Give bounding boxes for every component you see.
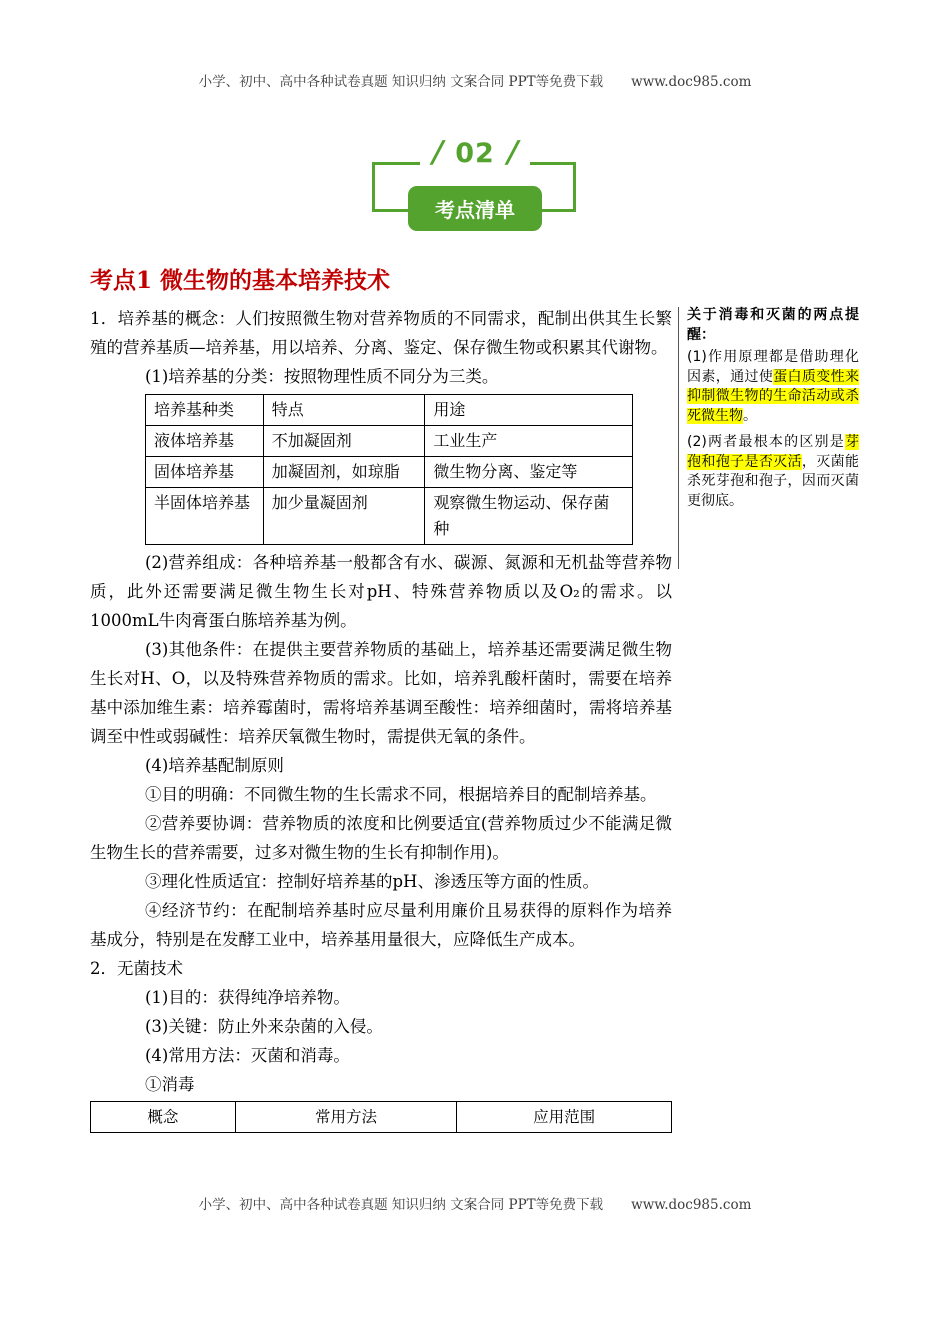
table-cell: 液体培养基 [146,426,264,457]
table-header-row [146,395,633,426]
paragraph-principle-2: ②营养要协调：营养物质的浓度和比例要适宜(营养物质过少不能满足微生物生长的营养需要，过多对微生物的生长有抑制作用)。 [90,814,672,862]
margin-note-paragraph: (1)作用原理都是借助理化因素，通过使蛋白质变性来抑制微生物的生命活动或杀死微生物。 [687,349,860,424]
sidebar-divider [678,307,679,569]
paragraph-aseptic-goal: (1)目的：获得纯净培养物。 [145,988,350,1007]
table-header-cell: 常用方法 [235,1102,457,1133]
header-site-url: www.doc985.com [631,74,752,90]
paragraph-nutrition: (2)营养组成：各种培养基一般都含有水、碳源、氮源和无机盐等营养物质，此外还需要满足微生物生长对pH、特殊营养物质以及O₂的需求。以1000mL牛肉膏蛋白胨培养基为例。 [90,553,672,630]
table-header-cell: 特点 [263,395,425,426]
table-cell: 观察微生物运动、保存菌种 [425,488,633,545]
table-cell: 半固体培养基 [146,488,264,545]
table-header-cell: 用途 [425,395,633,426]
table-header-cell: 培养基种类 [146,395,264,426]
margin-note [687,306,859,518]
paragraph-medium-classification: (1)培养基的分类：按照物理性质不同分为三类。 [145,367,499,386]
paragraph-principle-3: ③理化性质适宜：控制好培养基的pH、渗透压等方面的性质。 [145,872,599,891]
table-cell: 不加凝固剂 [263,426,425,457]
badge-label: 考点清单 [408,186,542,231]
table-cell: 微生物分离、鉴定等 [425,457,633,488]
paragraph-principle-1: ①目的明确：不同微生物的生长需求不同，根据培养目的配制培养基。 [145,785,657,804]
paragraph-principle-4: ④经济节约：在配制培养基时应尽量利用廉价且易获得的原料作为培养基成分，特别是在发酵工业中，培养基用量很大，应降低生产成本。 [90,901,672,949]
footer-promo-text: 小学、初中、高中各种试卷真题 知识归纳 文案合同 PPT等免费下载 [198,1197,604,1213]
paragraph-other-conditions: (3)其他条件：在提供主要营养物质的基础上，培养基还需要满足微生物生长对H、O，以及特殊营养物质的需求。比如，培养乳酸杆菌时，需要在培养基中添加维生素：培养霉菌时，需将培养基调至酸性：培养细菌时，需将培养基调至中性或弱碱性：培养厌氧微生物时，需提供无氧的条件。 [90,640,672,746]
page-header [0,70,950,90]
table-row [146,488,633,545]
margin-note-title: 关于消毒和灭菌的两点提醒： [687,307,859,343]
paragraph-medium-concept: 1．培养基的概念：人们按照微生物对营养物质的不同需求，配制出供其生长繁殖的营养基质—培养基，用以培养、分离、鉴定、保存微生物或积累其代谢物。 [90,309,672,357]
page-footer [0,1193,950,1213]
header-promo-text: 小学、初中、高中各种试卷真题 知识归纳 文案合同 PPT等免费下载 [198,74,604,90]
medium-types-table [145,394,633,545]
paragraph-aseptic-key: (3)关键：防止外来杂菌的入侵。 [145,1017,383,1036]
badge-number-bg [420,136,530,174]
table-header-cell: 应用范围 [457,1102,672,1133]
slash-right-icon: / [503,135,522,170]
footer-site-url: www.doc985.com [631,1197,752,1213]
disinfection-table [90,1101,672,1133]
slash-left-icon: / [428,135,448,170]
table-cell: 工业生产 [425,426,633,457]
table-cell: 固体培养基 [146,457,264,488]
margin-note-paragraph: (2)两者最根本的区别是芽孢和孢子是否灭活，灭菌能杀死芽孢和孢子，因而灭菌更彻底。 [687,434,860,509]
table-cell: 加凝固剂，如琼脂 [263,457,425,488]
badge-number: 02 [455,138,495,169]
table-row [146,457,633,488]
section-heading: 考点1 微生物的基本培养技术 [90,267,391,294]
table-cell: 加少量凝固剂 [263,488,425,545]
topic-badge [372,135,578,230]
topic-badge-wrap [0,135,950,230]
table-header-row [91,1102,672,1133]
table-header-cell: 概念 [91,1102,236,1133]
main-content [90,304,672,1133]
paragraph-disinfection-title: ①消毒 [145,1075,195,1094]
paragraph-aseptic-title: 2．无菌技术 [90,959,183,978]
badge-number-row [372,136,578,174]
table-row [146,426,633,457]
paragraph-principles-title: (4)培养基配制原则 [145,756,284,775]
paragraph-aseptic-methods: (4)常用方法：灭菌和消毒。 [145,1046,350,1065]
